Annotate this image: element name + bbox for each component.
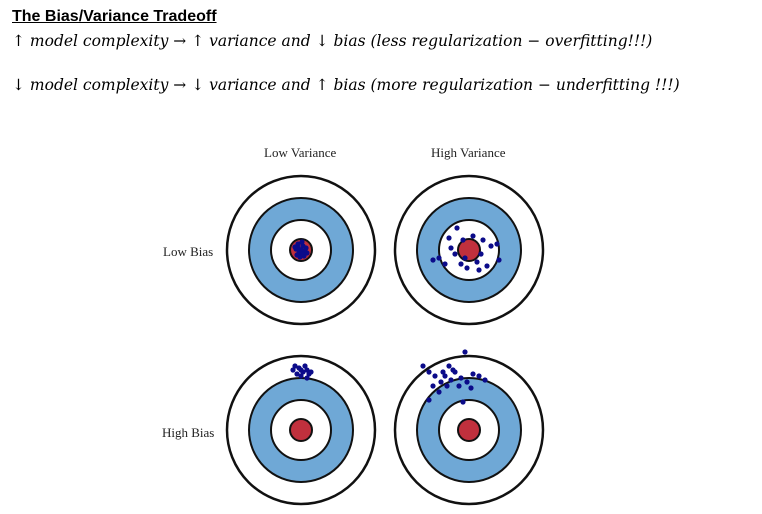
hit-dot (480, 237, 485, 242)
hit-dot (452, 251, 457, 256)
hit-dot (446, 363, 451, 368)
target-low-bias-low-variance (227, 176, 375, 324)
target-low-bias-high-variance (395, 176, 543, 324)
hit-dot (298, 367, 303, 372)
hit-dot (450, 367, 455, 372)
hit-dot (458, 375, 463, 380)
hit-dot (438, 379, 443, 384)
hit-dot (442, 261, 447, 266)
hit-dot (426, 397, 431, 402)
hit-dot (470, 233, 475, 238)
hit-dot (460, 399, 465, 404)
bullseye (458, 239, 480, 261)
column-label-low-variance: Low Variance (264, 145, 337, 160)
hit-dot (458, 261, 463, 266)
hit-dot (448, 377, 453, 382)
hit-dot (303, 245, 308, 250)
bullseye (290, 419, 312, 441)
hit-dot (299, 239, 304, 244)
hit-dot (304, 250, 309, 255)
hit-dot (426, 369, 431, 374)
hit-dot (290, 367, 295, 372)
bullseye (458, 419, 480, 441)
hit-dot (474, 259, 479, 264)
hit-dot (488, 243, 493, 248)
hit-dot (476, 267, 481, 272)
hit-dot (476, 373, 481, 378)
hit-dot (444, 383, 449, 388)
hit-dot (304, 375, 309, 380)
hit-dot (302, 363, 307, 368)
hit-dot (436, 389, 441, 394)
hit-dot (494, 241, 499, 246)
hit-dot (442, 373, 447, 378)
hit-dot (430, 257, 435, 262)
hit-dot (496, 257, 501, 262)
hit-dot (482, 377, 487, 382)
complexity-decrease-line: ↓ model complexity → ↓ variance and ↑ bias (more regularization − underfitting !!!) (12, 76, 680, 94)
hit-dot (462, 349, 467, 354)
hit-dot (478, 251, 483, 256)
hit-dot (484, 263, 489, 268)
hit-dot (454, 225, 459, 230)
hit-dot (298, 373, 303, 378)
hit-dot (446, 235, 451, 240)
target-high-bias-low-variance (227, 356, 375, 504)
row-label-high-bias: High Bias (162, 425, 215, 440)
hit-dot (462, 255, 467, 260)
target-high-bias-high-variance (395, 349, 543, 504)
hit-dot (448, 245, 453, 250)
hit-dot (420, 363, 425, 368)
hit-dot (468, 385, 473, 390)
row-label-low-bias: Low Bias (163, 244, 214, 259)
hit-dot (464, 379, 469, 384)
column-label-high-variance: High Variance (431, 145, 506, 160)
complexity-increase-line: ↑ model complexity → ↑ variance and ↓ bias (less regularization − overfitting!!!) (12, 32, 653, 50)
hit-dot (470, 371, 475, 376)
hit-dot (308, 369, 313, 374)
hit-dot (460, 237, 465, 242)
hit-dot (456, 383, 461, 388)
hit-dot (430, 383, 435, 388)
page-title: The Bias/Variance Tradeoff (12, 8, 217, 25)
hit-dot (432, 373, 437, 378)
hit-dot (464, 265, 469, 270)
hit-dot (436, 255, 441, 260)
hit-dot (295, 245, 300, 250)
